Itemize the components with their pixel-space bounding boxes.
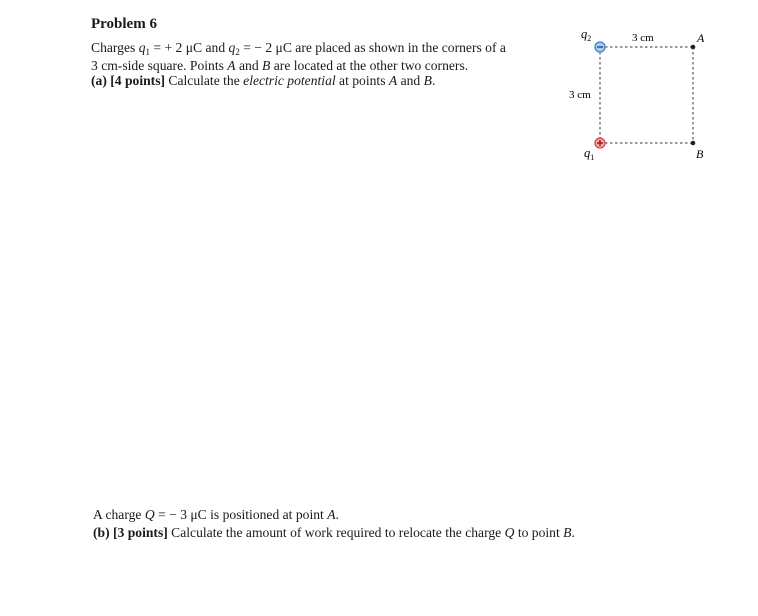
point-a-label: A [697, 31, 705, 45]
point-a-dot [691, 45, 696, 50]
problem-title: Problem 6 [91, 16, 157, 32]
charge-q1-icon [595, 138, 605, 148]
part-b-intro: A charge Q = − 3 μC is positioned at point A. [93, 507, 339, 522]
q1-label: $q_1$ [584, 146, 595, 162]
part-b-question: (b) [3 points] Calculate the amount of work required to relocate the charge Q to point B. [93, 525, 575, 540]
q2-label: $q_2$ [581, 27, 592, 43]
left-side-label: 3 cm [569, 89, 591, 101]
part-a-question: (a) [4 points] Calculate the electric potential at points A and B. [91, 73, 436, 88]
intro-line-1: Charges $q_1$ = + 2 μC and $q_2$ = − 2 μC are placed as shown in the corners of a [91, 40, 506, 57]
intro-line-2: 3 cm-side square. Points A and B are located at the other two corners. [91, 58, 469, 73]
point-b-label: B [696, 147, 704, 161]
top-side-label: 3 cm [632, 32, 654, 44]
point-b-dot [691, 141, 696, 146]
charge-q2-icon [595, 42, 605, 52]
